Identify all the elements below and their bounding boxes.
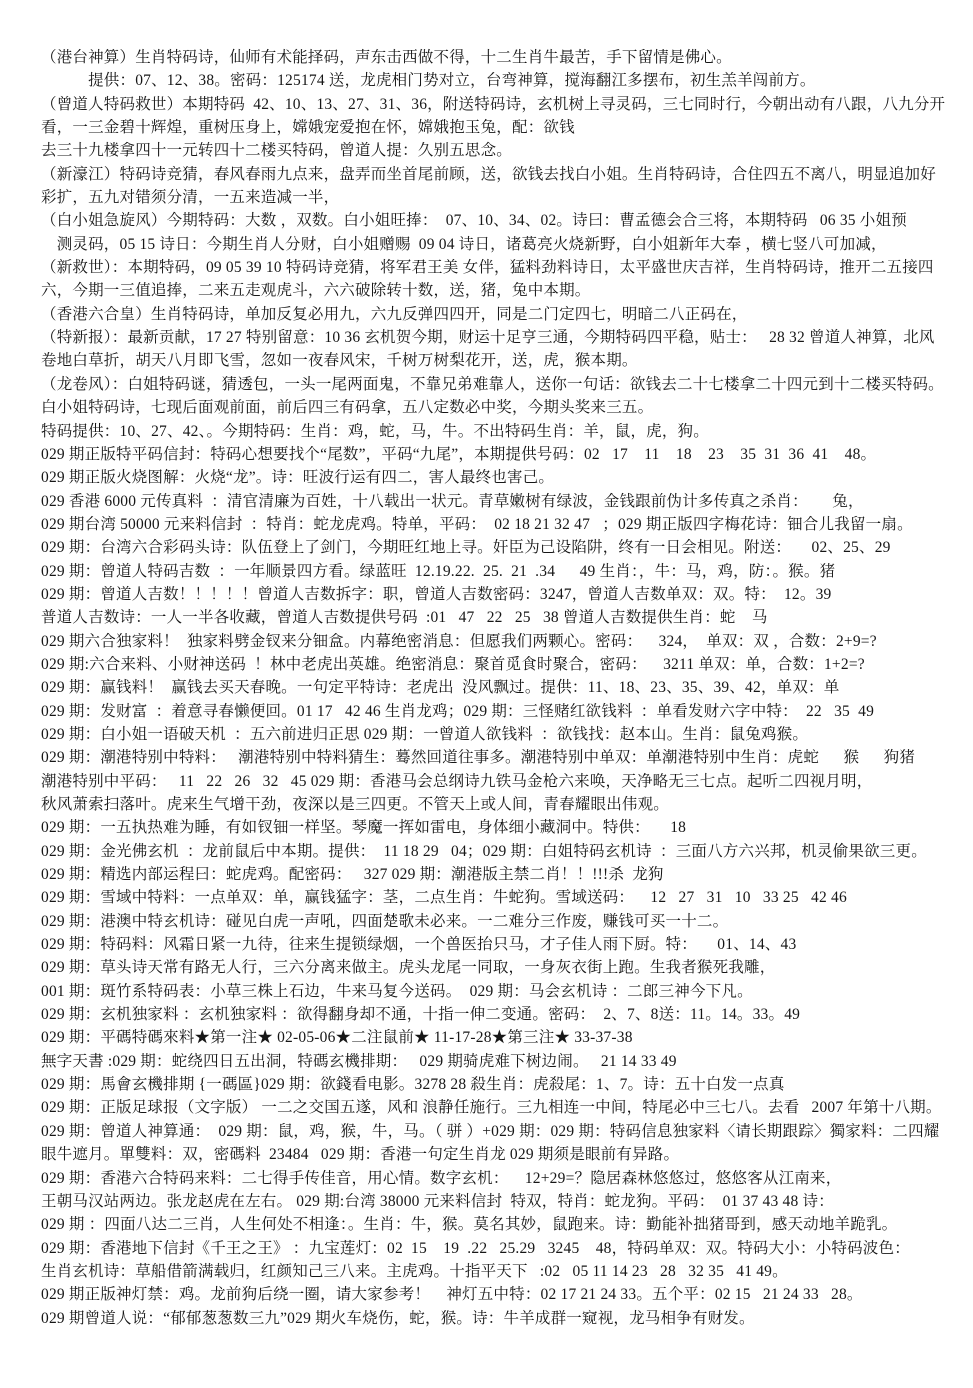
text-line: （新濠江）特码诗竞猜，春风春雨九点来，盘弄而坐首尾前顾，送，欲钱去找白小姐。生肖特码诗，合住四五不离八，明显追加好 xyxy=(41,165,936,183)
text-line: 029 期：正版足球报（文字版） 一二之交国五遂，风和 浪静任施行。三九相连一中间，特尾必中三七八。去看 2007 年第十八期。 xyxy=(41,1099,942,1117)
text-line: 生肖玄机诗：草船借箭满载归，红颜知己三八来。主虎鸡。十指平天下 :02 05 11 14 23 28 32 35 41 49。 xyxy=(41,1262,788,1280)
text-line: 029 期：曾道人特码吉数 ：一年顺景四方看。绿蓝旺 12.19.22. 25. 21 .34 49 生肖：，牛：马，鸡，防：。猴。猪 xyxy=(41,562,836,580)
text-line: 029 期：馬會玄機排期 {一碼區}029 期：欲錢看电影。3278 28 殺生肖：虎殺尾：1、7。诗：五十白发一点真 xyxy=(41,1076,785,1094)
text-line: 卷地白草折，胡天八月即飞雪，忽如一夜春风宋，千树万树梨花开，送，虎，猴本期。 xyxy=(41,352,638,370)
text-line: 普道人吉数诗：一人一半各收藏，曾道人吉数提供号码 :01 47 22 25 38 曾道人吉数提供生肖：蛇 马 xyxy=(41,609,768,627)
text-line: 029 期：玄机独家料 ：玄机独家料 ：欲得翻身却不通，十指一伸二变通。密码： 2、7、8送：11。14。33。49 xyxy=(41,1006,801,1024)
text-line: （新救世）：本期特码，09 05 39 10 特码诗竞猜，将军君王美 女伴，猛料劲料诗日，太平盛世庆吉祥，生肖特码诗，推开二五接四 xyxy=(41,259,934,277)
text-line: 眼牛遮月。單雙料：双，密碼料 23484 029 期：香港一句定生肖龙 029 期须是眼前有异路。 xyxy=(41,1146,680,1164)
text-line: 029 期：潮港特别中特料： 潮港特别中特料猜生：蓦然回道往事多。潮港特别中单双：单潮港特别中生肖：虎蛇 猴 狗猪 xyxy=(41,749,916,767)
text-line: 029 期正版火烧图解：火烧“龙”。诗：旺波行运有四二，害人最终也害己。 xyxy=(41,469,555,487)
text-line: 029 期：港澳中特玄机诗：碰见白虎一声吼，四面楚歌未必来。一二难分三作废，赚钱可买一十二。 xyxy=(41,912,729,930)
text-line: 029 期：香港六合特码来料：二七得手传佳音，用心情。数字玄机： 12+29=？隐居森林悠悠过，悠悠客从江南来， xyxy=(41,1169,842,1187)
text-line: 去三十九楼拿四十一元转四十二楼买特码，曾道人提：久别五思念。 xyxy=(41,142,513,160)
text-line: （白小姐急旋风）今期特码：大数 ，双数。白小姐旺捧： 07、10、34、02。诗曰：曹孟德会合三将，本期特码 06 35 小姐预 xyxy=(41,212,907,230)
text-line: 029 期：特码料：风霜日紧一九待，往来生提锁绿烟，一个兽医抬只马，才子佳人雨下厨。特： 01、14、43 xyxy=(41,936,797,954)
text-line: 秋风萧索扫落叶。虎来生气增干劲，夜深以是三四更。不管天上或人间，青春耀眼出伟观。 xyxy=(41,796,670,813)
tipsheet-text-block xyxy=(41,46,953,1330)
text-line: 029 期 ：四面八达二三肖，人生何处不相逢：。生肖：牛，猴。莫名其妙，鼠跑来。诗：勤能补拙猪哥到，感天动地羊跪乳。 xyxy=(41,1216,898,1234)
text-line: 彩扩，五九对错须分清，一五来造减一半， xyxy=(41,189,340,207)
text-line: 029 期正版特平码信封：特码心想要找个“尾数”，平码“九尾”，本期提供号码：02 17 11 18 23 35 31 36 41 48。 xyxy=(41,445,877,463)
text-line: 白小姐特码诗，七现后面观前面，前后四三有码拿，五八定数必中奖，今期头奖来三五。 xyxy=(41,399,654,417)
text-line: 潮港特别中平码： 11 22 26 32 45 029 期：香港马会总纲诗九铁马金枪六来唤，天净略无三七点。起听二四视月明， xyxy=(41,772,873,790)
text-line: 029 期：香港地下信封《千王之王》 ：九宝莲灯：02 15 19 .22 25.29 3245 48，特码单双：双。特码大小：小特码波色： xyxy=(41,1239,910,1257)
text-line: 029 期：白小姐一语破天机 ：五六前进归正思 029 期：一曾道人欲钱料 ：欲钱找：赵本山。生肖：鼠兔鸡猴。 xyxy=(41,725,809,743)
text-line: 029 期：发财富 ：着意寻春懒便回。01 17 42 46 生肖龙鸡；029 期：三怪赌红欲钱料 ：单看发财六字中特： 22 35 49 xyxy=(41,702,875,720)
text-line: 029 期：金光佛玄机 ：龙前鼠后中本期。提供： 11 18 29 04；029 期：白姐特码玄机诗 ：三面八方六兴邦，机灵偷果欲三更。 xyxy=(41,842,927,860)
text-line: 029 期：一五执热难为睡，有如钗钿一样坚。琴魔一挥如雷电，身体细小藏洞中。特供： 18 xyxy=(41,819,687,837)
text-line: 029 期：赢钱料！ 赢钱去买天春晚。一句定平特诗：老虎出 没风飘过。提供：11、18、23、35、39、42，单双：单 xyxy=(41,679,840,697)
text-line: 001 期：斑竹系特码表：小草三株上石边，牛来马复今送码。 029 期：马会玄机诗 ：二郎三神今下凡。 xyxy=(41,982,753,1000)
text-line: 029 香港 6000 元传真料 ：清官清廉为百姓，十八载出一状元。青草嫩树有绿波，金钱跟前伪计多传真之杀肖： 兔， xyxy=(41,492,864,510)
text-line: 029 期：雪域中特料：一点单双：单，赢钱猛字：茎，二点生肖：牛蛇狗。雪域送码： 12 27 31 10 33 25 42 46 xyxy=(41,889,847,907)
text-line: 029 期正版神灯禁：鸡。龙前狗后绕一圈，请大家参考！ 神灯五中特：02 17 21 24 33。五个平：02 15 21 24 33 28。 xyxy=(41,1286,863,1304)
text-line: （特新报）：最新贡献，17 27 特别留意：10 36 玄机贺今期，财运十足亨三通，今期特码四平稳，贴士： 28 32 曾道人神算，北风 xyxy=(41,329,935,347)
text-line: （港台神算）生肖特码诗，仙师有术能择码，声东击西做不得，十二生肖牛最苦，手下留情是佛心。 xyxy=(41,49,732,66)
text-line: 029 期：草头诗天常有路无人行，三六分离来做主。虎头龙尾一同取，一身灰衣街上跑。生我者猴死我雕， xyxy=(41,959,776,977)
text-line: 029 期：平碼特碼來料★第一注★ 02-05-06★二注鼠前★ 11-17-28★第三注★ 33-37-38 xyxy=(41,1029,633,1047)
text-line: （香港六合皇）生肖特码诗，单加反复必用九，六九反弹四四开，同是二门定四七，明暗二八正码在， xyxy=(41,305,748,323)
text-line: 王朝马汉站两边。张龙赵虎在左右。 029 期:台湾 38000 元来料信封 特双，特肖：蛇龙狗。平码： 01 37 43 48 诗： xyxy=(41,1192,834,1210)
text-line: 029 期:六合来料、小财神送码 ！林中老虎出英雄。绝密消息：聚首觅食时聚合，密码： 3211 单双：单，合数：1+2=? xyxy=(41,655,865,673)
text-line: 029 期：曾道人吉数！！！！！曾道人吉数拆字：职，曾道人吉数密码：3247，曾道人吉数单双：双。特： 12。39 xyxy=(41,585,832,603)
text-line: 029 期：精选内部运程曰：蛇虎鸡。配密码： 327 029 期：潮港版主禁二肖！！!!!杀 龙狗 xyxy=(41,866,664,884)
text-line: 特码提供：10、27、42、。今期特码：生肖：鸡，蛇，马，牛。不出特码生肖：羊，鼠，虎，狗。 xyxy=(41,422,709,440)
text-line: （曾道人特码救世）本期特码 42、10、13、27、31、36，附送特码诗，玄机树上寻灵码，三七同时行，今朝出动有八跟，八九分开 xyxy=(41,95,946,113)
text-line: （龙卷风）：白姐特码谜，猜透包，一头一尾两面鬼，不靠兄弟难靠人，送你一句话：欲钱去二十七楼拿二十四元到十二楼买特码。 xyxy=(41,375,944,393)
text-line: 029 期六合独家料！ 独家料劈金钗来分钿盒。内幕绝密消息：但愿我们两颗心。密码： 324， 单双：双 ，合数：2+9=? xyxy=(41,632,877,650)
text-line: 029 期：台湾六合彩码头诗：队伍登上了剑门，今期旺红地上寻。奸臣为己设陷阱，终有一日会相见。附送： 02、25、29 xyxy=(41,539,891,557)
text-line: 提供：07、12、38。密码：125174 送，龙虎相门势对立，台弯神算，搅海翻江多摆布，初生羔羊闯前方。 xyxy=(41,72,816,90)
text-line: 看，一三金碧十辉煌，重树压身上，嫦娥宠爱抱在怀，嫦娥抱玉兔，配：欲钱 xyxy=(41,119,575,137)
text-line: 無字天書 :029 期：蛇绕四日五出洞，特碼玄機排期： 029 期骑虎难下树边闹。 21 14 33 49 xyxy=(41,1052,677,1070)
text-line: 029 期：曾道人神算通： 029 期：鼠，鸡，猴，牛，马。（ 骈 ）+029 期：029 期：特码信息独家料〈请长期跟踪〉獨家料：二四耀 xyxy=(41,1122,940,1140)
text-line: 六，今期一三值追捧，二来五走观虎斗，六六破除转十数，送，猪，兔中本期。 xyxy=(41,282,591,300)
text-line: 029 期曾道人说：“郁郁葱葱数三九”029 期火车烧伤，蛇，猴。诗：牛羊成群一窥视，龙马相争有财发。 xyxy=(41,1309,755,1327)
text-line: 测灵码，05 15 诗日：今期生肖人分财，白小姐赠赐 09 04 诗日，诸葛亮火烧新野，白小姐新年大奉 ，横七竖八可加减， xyxy=(41,235,887,253)
text-line: 029 期台湾 50000 元来料信封 ：特肖：蛇龙虎鸡。特单，平码： 02 18 21 32 47 ；029 期正版四字梅花诗：钿合儿我留一扇。 xyxy=(41,515,913,533)
